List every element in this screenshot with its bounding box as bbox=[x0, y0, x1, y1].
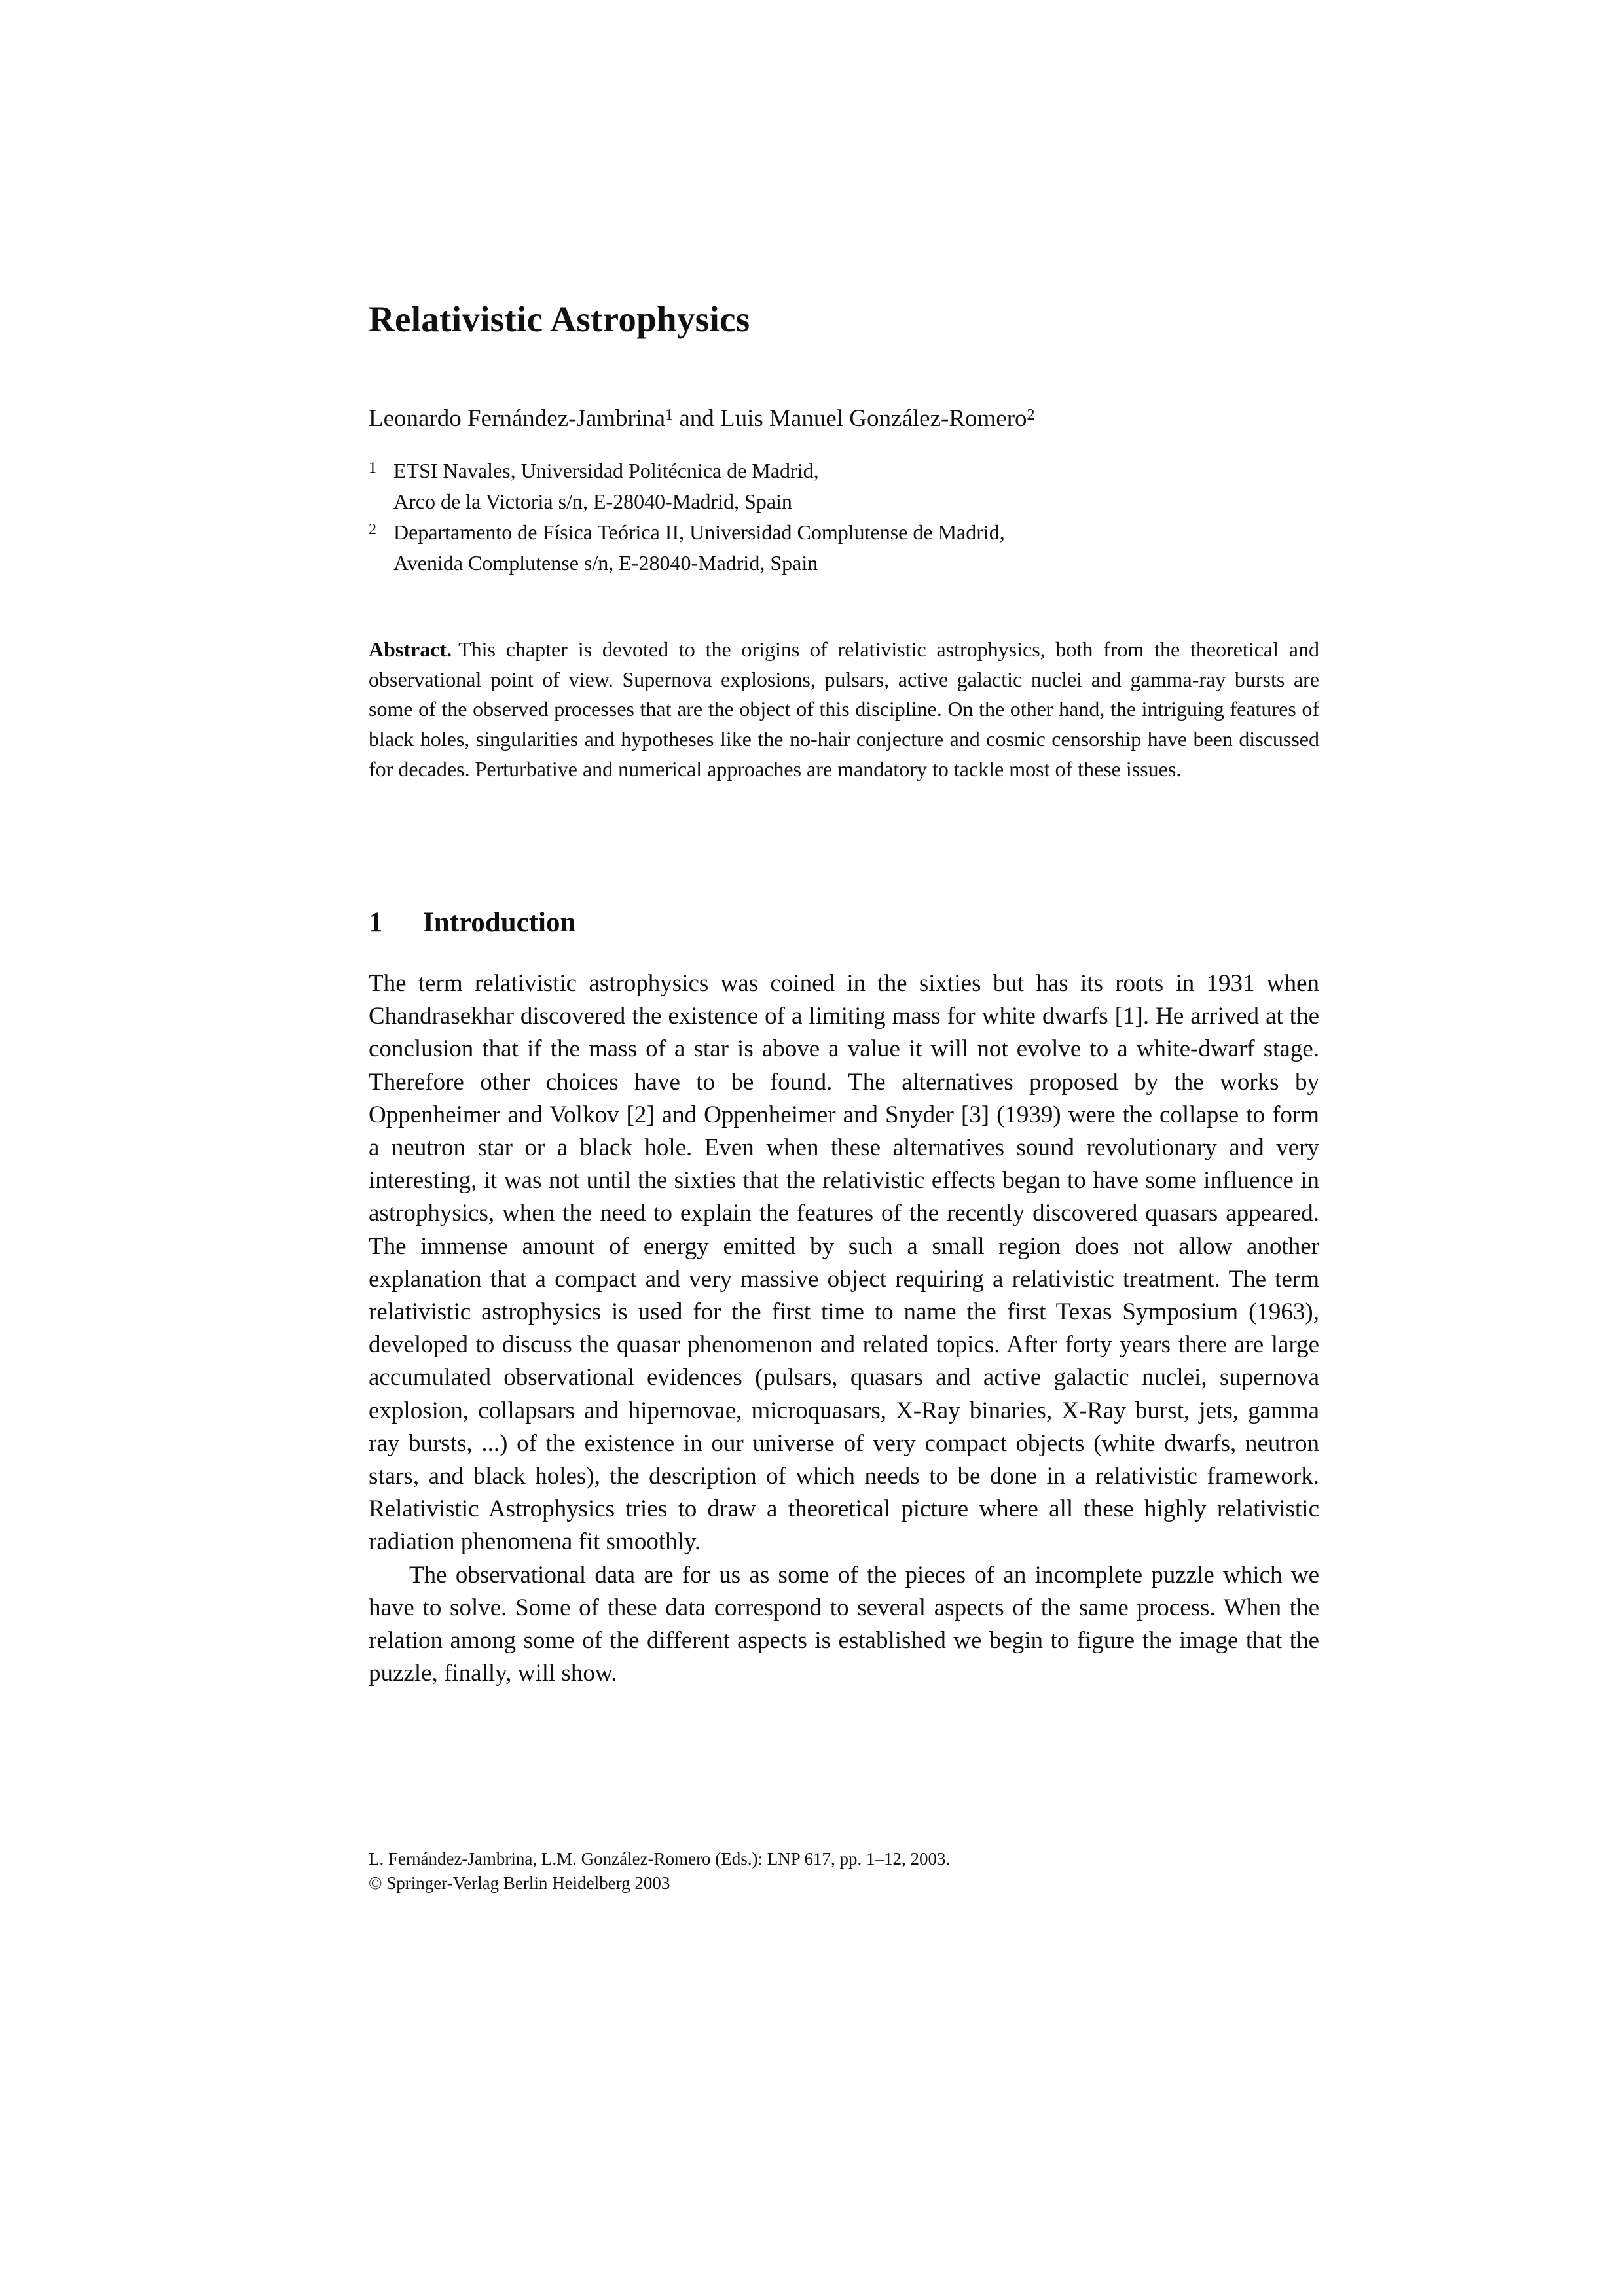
affiliation-line: Avenida Complutense s/n, E-28040-Madrid, Spain bbox=[393, 551, 818, 575]
section-body bbox=[369, 967, 1319, 1690]
author-affiliation-mark: 2 bbox=[1027, 406, 1035, 423]
affiliation bbox=[369, 517, 1319, 579]
affiliation-line: ETSI Navales, Universidad Politécnica de Madrid, bbox=[393, 459, 819, 482]
affiliation-line: Departamento de Física Teórica II, Universidad Complutense de Madrid, bbox=[393, 520, 1005, 544]
abstract bbox=[369, 635, 1319, 785]
affiliations bbox=[369, 456, 1319, 579]
author-name: Leonardo Fernández-Jambrina bbox=[369, 405, 666, 432]
footer-citation: L. Fernández-Jambrina, L.M. González-Romero (Eds.): LNP 617, pp. 1–12, 2003. bbox=[369, 1849, 951, 1869]
affiliation-number: 1 bbox=[369, 459, 376, 476]
author-line bbox=[369, 401, 1035, 437]
affiliation-number: 2 bbox=[369, 521, 376, 538]
publication-footer bbox=[369, 1847, 950, 1895]
abstract-text: This chapter is devoted to the origins of relativistic astrophysics, both from the theoretical and observational point of view. Supernova explosions, pulsars, active galactic nuclei and gamma-ray bursts are some of the observed processes that are the object of this discipline. On the other hand, the intriguing features of black holes, singularities and hypotheses like the no-hair conjecture and cosmic censorship have been discussed for decades. Perturbative and numerical approaches are mandatory to tackle most of these issues. bbox=[369, 637, 1319, 781]
section-number: 1 bbox=[369, 907, 383, 938]
author-connector: and bbox=[679, 405, 714, 432]
section-title: Introduction bbox=[423, 907, 576, 938]
affiliation bbox=[369, 456, 1319, 517]
affiliation-line: Arco de la Victoria s/n, E-28040-Madrid, Spain bbox=[393, 490, 792, 513]
body-paragraph: The observational data are for us as some of the pieces of an incomplete puzzle which we have to solve. Some of these data correspond to several aspects of the same process. When the relation among some of the different aspects is established we begin to figure the image that the puzzle, finally, will show. bbox=[369, 1561, 1319, 1687]
body-paragraph: The term relativistic astrophysics was coined in the sixties but has its roots in 1931 when Chandrasekhar discovered the existence of a limiting mass for white dwarfs [1]. He arrived at the conclusion that if the mass of a star is above a value it will not evolve to a white-dwarf stage. Therefore other choices have to be found. The alternatives proposed by the works by Oppenheimer and Volkov [2] and Oppenheimer and Snyder [3] (1939) were the collapse to form a neutron star or a black hole. Even when these alternatives sound revolutionary and very interesting, it was not until the sixties that the relativistic effects began to have some influence in astrophysics, when the need to explain the features of the recently discovered quasars appeared. The immense amount of energy emitted by such a small region does not allow another explanation that a compact and very massive object requiring a relativistic treatment. The term relativistic astrophysics is used for the first time to name the first Texas Symposium (1963), developed to discuss the quasar phenomenon and related topics. After forty years there are large accumulated observational evidences (pulsars, quasars and active galactic nuclei, supernova explosion, collapsars and hipernovae, microquasars, X-Ray binaries, X-Ray burst, jets, gamma ray bursts, ...) of the existence in our universe of very compact objects (white dwarfs, neutron stars, and black holes), the description of which needs to be done in a relativistic framework. Relativistic Astrophysics tries to draw a theoretical picture where all these highly relativistic radiation phenomena fit smoothly. bbox=[369, 970, 1319, 1556]
author-affiliation-mark: 1 bbox=[665, 406, 674, 423]
paper-title: Relativistic Astrophysics bbox=[369, 299, 750, 339]
abstract-label: Abstract. bbox=[369, 637, 452, 661]
section-heading bbox=[369, 900, 575, 946]
footer-copyright: © Springer-Verlag Berlin Heidelberg 2003 bbox=[369, 1873, 670, 1893]
author-name: Luis Manuel González-Romero bbox=[720, 405, 1027, 432]
